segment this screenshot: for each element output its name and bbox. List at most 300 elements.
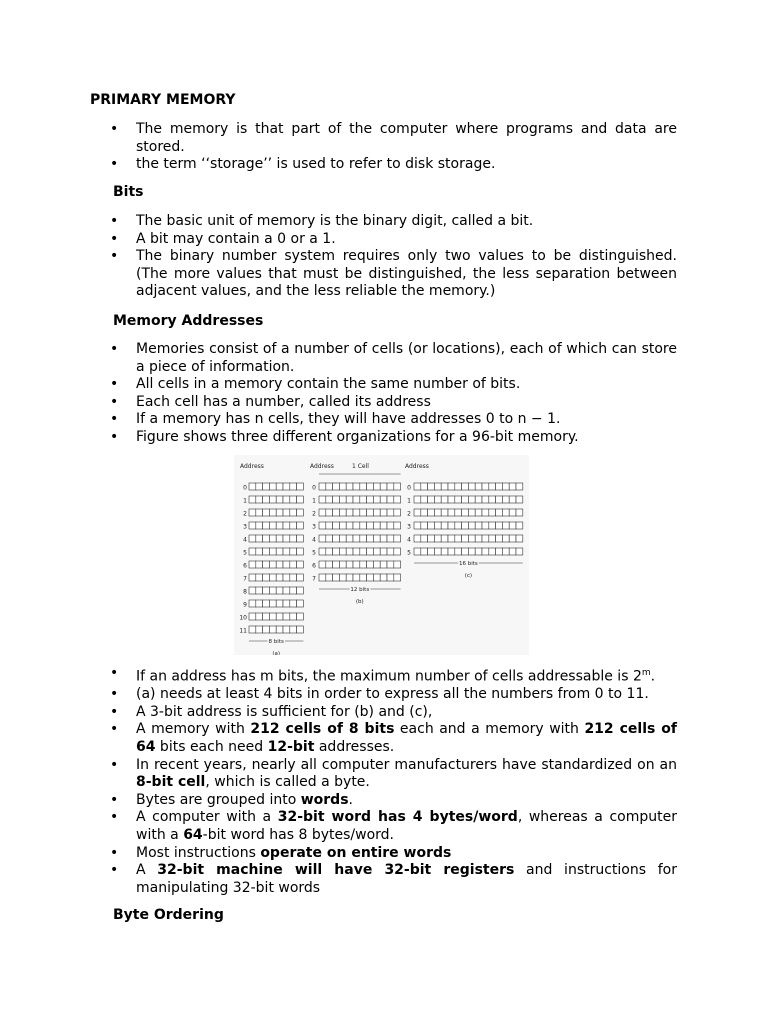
bit-cell (380, 496, 387, 503)
bit-cell (502, 548, 509, 555)
bit-cell (249, 483, 256, 490)
bit-cell (394, 548, 401, 555)
bit-cell (496, 483, 503, 490)
bit-cell (428, 522, 435, 529)
bit-cell (269, 613, 276, 620)
bit-cell (256, 509, 263, 516)
bit-cell (297, 548, 304, 555)
bullet-icon: • (110, 341, 119, 357)
bit-cell (263, 483, 270, 490)
bit-cell (489, 509, 496, 516)
bit-cell (290, 535, 297, 542)
address-number: 0 (407, 484, 411, 492)
list-item: • The binary number system requires only two values to be distinguished. (The more values that must be distinguished, the less separation between adjacent values, and the less reliable the memory.) (110, 248, 677, 300)
bit-cell (346, 496, 353, 503)
bit-cell (428, 535, 435, 542)
bullet-icon: • (110, 844, 119, 861)
bit-cell (414, 483, 421, 490)
bit-cell (276, 600, 283, 607)
bit-cell (290, 626, 297, 633)
list-item: • Most instructions operate on entire words (110, 844, 452, 861)
bit-cell (276, 522, 283, 529)
bit-cell (276, 535, 283, 542)
bit-cell (339, 483, 346, 490)
bit-cell (373, 561, 380, 568)
bit-cell (290, 587, 297, 594)
bit-cell (263, 574, 270, 581)
list-item: • Bytes are grouped into words. (110, 791, 353, 808)
bit-cell (353, 496, 360, 503)
bit-cell (339, 535, 346, 542)
bullet-icon: • (110, 156, 119, 173)
bit-cell (502, 535, 509, 542)
bit-cell (319, 522, 326, 529)
bit-cell (319, 496, 326, 503)
bit-cell (290, 600, 297, 607)
bit-cell (462, 509, 469, 516)
bit-cell (319, 548, 326, 555)
bit-cell (346, 574, 353, 581)
bit-cell (269, 600, 276, 607)
bit-cell (434, 509, 441, 516)
bit-cell (353, 535, 360, 542)
bit-cell (489, 483, 496, 490)
bit-cell (326, 483, 333, 490)
bit-cell (367, 548, 374, 555)
bit-cell (319, 535, 326, 542)
bit-cell (339, 561, 346, 568)
bit-cell (263, 496, 270, 503)
bits-list (0, 213, 768, 301)
address-number: 5 (243, 549, 247, 557)
bit-cell (496, 522, 503, 529)
bit-cell (290, 509, 297, 516)
bit-cell (319, 483, 326, 490)
bit-cell (475, 548, 482, 555)
list-item: • the term ‘‘storage’’ is used to refer to disk storage. (110, 156, 496, 173)
list-item: • A 3-bit address is sufficient for (b) and (c), (110, 703, 433, 720)
bit-cell (509, 509, 516, 516)
bit-cell (441, 496, 448, 503)
bit-cell (333, 561, 340, 568)
list-item: • (a) needs at least 4 bits in order to express all the numbers from 0 to 11. (110, 686, 649, 703)
bit-cell (249, 522, 256, 529)
bit-cell (455, 509, 462, 516)
bit-cell (509, 522, 516, 529)
bit-cell (367, 535, 374, 542)
bullet-icon: • (110, 376, 119, 393)
figure-caption: (a) (272, 651, 281, 655)
cell-label: 1 Cell (352, 463, 369, 470)
bit-cell (516, 483, 523, 490)
bit-cell (276, 574, 283, 581)
bit-cell (516, 496, 523, 503)
bit-cell (414, 509, 421, 516)
bit-cell (256, 522, 263, 529)
bit-cell (428, 509, 435, 516)
bit-cell (428, 496, 435, 503)
address-number: 0 (312, 484, 316, 492)
bit-cell (276, 483, 283, 490)
bit-cell (502, 509, 509, 516)
list-item: • All cells in a memory contain the same number of bits. (110, 376, 521, 393)
bit-cell (333, 522, 340, 529)
address-number: 7 (312, 575, 316, 583)
bit-cell (482, 483, 489, 490)
bit-cell (373, 522, 380, 529)
bit-cell (256, 587, 263, 594)
bit-cell (290, 522, 297, 529)
bit-cell (367, 561, 374, 568)
bit-cell (290, 561, 297, 568)
bit-cell (448, 535, 455, 542)
bit-cell (256, 561, 263, 568)
bit-cell (380, 535, 387, 542)
bit-cell (326, 548, 333, 555)
bit-cell (509, 535, 516, 542)
bit-cell (339, 574, 346, 581)
memory-organization-figure (234, 455, 529, 655)
address-number: 4 (407, 536, 411, 544)
bit-cell (462, 548, 469, 555)
bit-cell (276, 626, 283, 633)
bit-cell (297, 522, 304, 529)
bit-cell (434, 548, 441, 555)
bit-cell (269, 522, 276, 529)
bit-cell (346, 561, 353, 568)
bit-cell (489, 535, 496, 542)
bit-cell (353, 574, 360, 581)
bit-cell (297, 509, 304, 516)
bit-cell (283, 626, 290, 633)
list-item: • A 32-bit machine will have 32-bit registers and instructions for manipulating 32-bit words (110, 862, 677, 896)
bit-cell (441, 535, 448, 542)
bit-cell (249, 600, 256, 607)
address-header-label: Address (240, 463, 264, 470)
bit-cell (496, 496, 503, 503)
list-item: • A bit may contain a 0 or a 1. (110, 230, 336, 247)
bit-cell (346, 483, 353, 490)
bit-cell (455, 483, 462, 490)
bit-cell (263, 509, 270, 516)
bit-cell (326, 574, 333, 581)
bit-cell (283, 496, 290, 503)
bit-cell (276, 548, 283, 555)
bit-cell (256, 496, 263, 503)
bit-cell (333, 548, 340, 555)
bit-cell (297, 561, 304, 568)
bit-cell (475, 483, 482, 490)
bit-cell (256, 535, 263, 542)
bit-cell (468, 535, 475, 542)
bit-cell (380, 561, 387, 568)
bullet-icon: • (110, 703, 119, 720)
bit-cell (333, 509, 340, 516)
bit-cell (502, 522, 509, 529)
address-number: 3 (407, 523, 411, 531)
bit-cell (276, 509, 283, 516)
bit-cell (373, 574, 380, 581)
addresses-list (0, 341, 768, 447)
bit-cell (496, 548, 503, 555)
intro-list (0, 121, 768, 174)
bit-cell (516, 535, 523, 542)
bullet-icon: • (110, 665, 119, 681)
address-header-label: Address (405, 463, 429, 470)
bit-cell (297, 600, 304, 607)
bit-cell (276, 561, 283, 568)
bit-cell (269, 574, 276, 581)
section-heading-memory-addresses: Memory Addresses (113, 313, 264, 329)
address-number: 1 (243, 497, 247, 505)
address-number: 4 (312, 536, 316, 544)
bit-cell (434, 483, 441, 490)
bit-cell (380, 483, 387, 490)
bit-cell (360, 509, 367, 516)
bit-cell (462, 522, 469, 529)
bit-cell (263, 561, 270, 568)
bit-cell (462, 535, 469, 542)
bit-cell (256, 483, 263, 490)
bit-cell (448, 522, 455, 529)
figure-caption: (c) (464, 573, 473, 579)
bit-cell (283, 535, 290, 542)
bit-cell (387, 483, 394, 490)
bit-cell (319, 574, 326, 581)
bit-cell (373, 496, 380, 503)
bit-cell (367, 483, 374, 490)
bullet-icon: • (110, 428, 119, 445)
bit-cell (276, 496, 283, 503)
bit-cell (373, 483, 380, 490)
list-item: • The memory is that part of the computer where programs and data are stored. (110, 121, 677, 155)
address-number: 1 (312, 497, 316, 505)
bit-cell (394, 535, 401, 542)
bit-cell (276, 587, 283, 594)
bit-cell (509, 483, 516, 490)
bit-cell (414, 496, 421, 503)
bit-cell (263, 600, 270, 607)
address-number: 2 (407, 510, 411, 518)
bit-cell (394, 574, 401, 581)
list-item: • A memory with 212 cells of 8 bits each and a memory with 212 cells of 64 bits each need 12-bit addresses. (110, 721, 677, 756)
bit-cell (468, 522, 475, 529)
bit-cell (297, 626, 304, 633)
bit-cell (326, 522, 333, 529)
bit-cell (414, 548, 421, 555)
bit-cell (297, 483, 304, 490)
bit-cell (269, 561, 276, 568)
bit-cell (387, 548, 394, 555)
bit-cell (326, 496, 333, 503)
bit-cell (263, 535, 270, 542)
bit-cell (441, 548, 448, 555)
bit-cell (346, 535, 353, 542)
address-number: 5 (407, 549, 411, 557)
bit-cell (394, 496, 401, 503)
bit-cell (421, 483, 428, 490)
bit-cell (482, 509, 489, 516)
bit-cell (441, 483, 448, 490)
bit-cell (373, 509, 380, 516)
bit-cell (346, 509, 353, 516)
bit-cell (353, 509, 360, 516)
bit-cell (297, 574, 304, 581)
bit-cell (256, 574, 263, 581)
bit-cell (339, 509, 346, 516)
address-number: 1 (407, 497, 411, 505)
bit-cell (290, 483, 297, 490)
bit-cell (290, 548, 297, 555)
bit-cell (516, 548, 523, 555)
list-item: • The basic unit of memory is the binary digit, called a bit. (110, 213, 534, 229)
bit-cell (421, 522, 428, 529)
bit-cell (428, 483, 435, 490)
bit-cell (326, 509, 333, 516)
bit-cell (380, 522, 387, 529)
bit-cell (482, 496, 489, 503)
bit-cell (346, 522, 353, 529)
address-number: 6 (312, 562, 316, 570)
bit-cell (269, 548, 276, 555)
bit-cell (373, 535, 380, 542)
bit-cell (269, 483, 276, 490)
bit-cell (263, 587, 270, 594)
bit-cell (297, 613, 304, 620)
bit-cell (283, 522, 290, 529)
bit-cell (360, 483, 367, 490)
bit-cell (434, 522, 441, 529)
bullet-icon: • (110, 721, 119, 738)
bullet-icon: • (110, 411, 119, 428)
bit-cell (297, 535, 304, 542)
address-number: 8 (243, 588, 247, 596)
bit-cell (489, 522, 496, 529)
bit-cell (333, 483, 340, 490)
bit-cell (448, 509, 455, 516)
bit-cell (263, 548, 270, 555)
bit-cell (475, 509, 482, 516)
bit-cell (516, 509, 523, 516)
bit-cell (380, 548, 387, 555)
bit-cell (414, 535, 421, 542)
list-item: • If a memory has n cells, they will have addresses 0 to n − 1. (110, 411, 561, 428)
bit-cell (380, 574, 387, 581)
bit-cell (353, 561, 360, 568)
bit-cell (353, 548, 360, 555)
bit-cell (263, 626, 270, 633)
bit-cell (256, 548, 263, 555)
address-number: 11 (239, 627, 247, 635)
bullet-icon: • (110, 809, 119, 826)
bit-cell (360, 574, 367, 581)
bit-cell (333, 496, 340, 503)
bit-cell (326, 535, 333, 542)
bit-cell (421, 509, 428, 516)
bit-cell (297, 587, 304, 594)
bit-cell (482, 535, 489, 542)
bullet-icon: • (110, 862, 119, 879)
bit-cell (283, 613, 290, 620)
bit-cell (249, 574, 256, 581)
bit-cell (283, 483, 290, 490)
address-number: 6 (243, 562, 247, 570)
bit-cell (297, 496, 304, 503)
address-number: 10 (239, 614, 247, 622)
bullet-icon: • (110, 686, 119, 703)
bit-cell (360, 548, 367, 555)
section-heading-bits: Bits (113, 184, 144, 200)
bit-cell (509, 548, 516, 555)
bit-cell (269, 587, 276, 594)
bit-cell (249, 561, 256, 568)
bit-cell (394, 509, 401, 516)
bit-cell (319, 561, 326, 568)
address-number: 3 (312, 523, 316, 531)
bullet-icon: • (110, 121, 119, 137)
bit-cell (421, 548, 428, 555)
bit-cell (387, 496, 394, 503)
bit-cell (455, 522, 462, 529)
bit-cell (387, 535, 394, 542)
bit-cell (482, 522, 489, 529)
address-number: 2 (243, 510, 247, 518)
bit-cell (441, 509, 448, 516)
bit-cell (387, 522, 394, 529)
bit-cell (256, 613, 263, 620)
address-number: 5 (312, 549, 316, 557)
width-label: 8 bits (268, 639, 284, 645)
bit-cell (455, 496, 462, 503)
bit-cell (482, 548, 489, 555)
bit-cell (290, 613, 297, 620)
list-item: • Memories consist of a number of cells (or locations), each of which can store a piece of information. (110, 341, 677, 375)
bit-cell (380, 509, 387, 516)
bit-cell (434, 535, 441, 542)
bit-cell (414, 522, 421, 529)
bit-cell (346, 548, 353, 555)
bit-cell (475, 522, 482, 529)
bit-cell (249, 587, 256, 594)
bit-cell (448, 548, 455, 555)
bit-cell (360, 535, 367, 542)
bit-cell (269, 496, 276, 503)
bit-cell (421, 535, 428, 542)
list-item: • Each cell has a number, called its address (110, 393, 431, 410)
bit-cell (455, 548, 462, 555)
bit-cell (448, 483, 455, 490)
bit-cell (448, 496, 455, 503)
bit-cell (468, 496, 475, 503)
bullet-icon: • (110, 213, 119, 229)
address-number: 7 (243, 575, 247, 583)
bit-cell (319, 509, 326, 516)
bit-cell (333, 574, 340, 581)
address-number: 2 (312, 510, 316, 518)
bit-cell (269, 535, 276, 542)
bullet-icon: • (110, 248, 119, 265)
figure-caption: (b) (355, 599, 364, 605)
bit-cell (249, 548, 256, 555)
bit-cell (283, 561, 290, 568)
bit-cell (249, 509, 256, 516)
bullet-icon: • (110, 756, 119, 773)
bit-cell (333, 535, 340, 542)
bit-cell (489, 496, 496, 503)
bit-cell (283, 548, 290, 555)
bit-cell (263, 613, 270, 620)
bit-cell (249, 535, 256, 542)
